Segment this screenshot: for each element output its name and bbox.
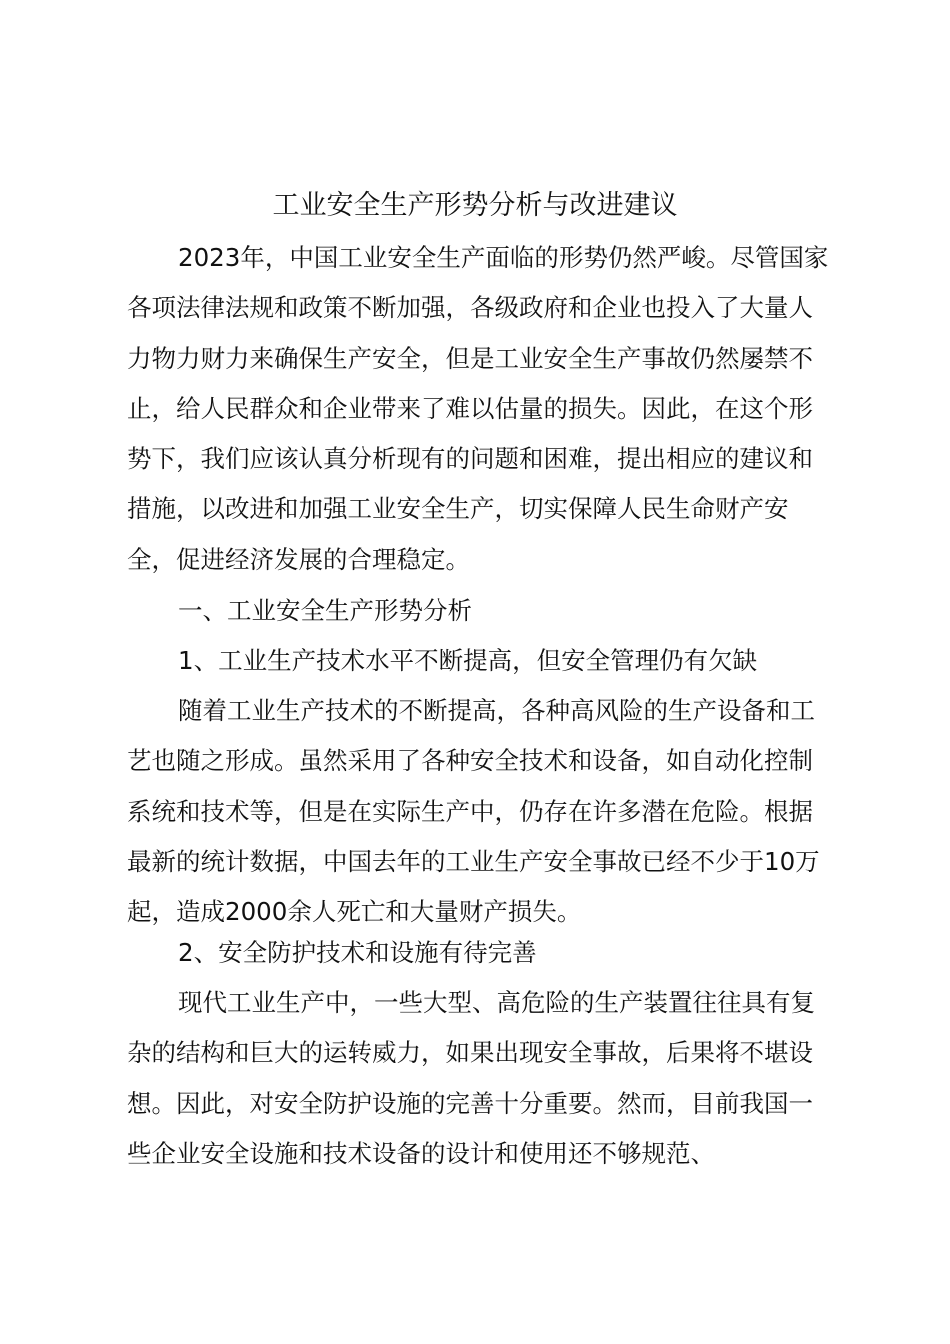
section-heading: 一、工业安全生产形势分析 [178, 596, 472, 625]
item-paragraph-1: 随着工业生产技术的不断提高，各种高风险的生产设备和工艺也随之形成。虽然采用了各种安全技术和设备，如自动化控制系统和技术等，但是在实际生产中，仍存在许多潜在危险。根据最新的统计数据，中国去年的工业生产安全事故已经不少于10万起，造成2000余人死亡和大量财产损失。 [127, 696, 820, 927]
item-paragraph-2: 现代工业生产中，一些大型、高危险的生产装置往往具有复杂的结构和巨大的运转威力，如果出现安全事故，后果将不堪设想。因此，对安全防护设施的完善十分重要。然而，目前我国一些企业安全设施和技术设备的设计和使用还不够规范、 [127, 988, 815, 1168]
item-heading-1: 1、工业生产技术水平不断提高，但安全管理仍有欠缺 [178, 646, 758, 675]
intro-paragraph: 2023年，中国工业安全生产面临的形势仍然严峻。尽管国家各项法律法规和政策不断加强，各级政府和企业也投入了大量人力物力财力来确保生产安全，但是工业安全生产事故仍然屡禁不止，给人民群众和企业带来了难以估量的损失。因此，在这个形势下，我们应该认真分析现有的问题和困难，提出相应的建议和措施，以改进和加强工业安全生产，切实保障人民生命财产安全，促进经济发展的合理稳定。 [127, 243, 829, 574]
document-title: 工业安全生产形势分析与改进建议 [272, 190, 678, 221]
item-heading-2: 2、安全防护技术和设施有待完善 [178, 938, 537, 967]
